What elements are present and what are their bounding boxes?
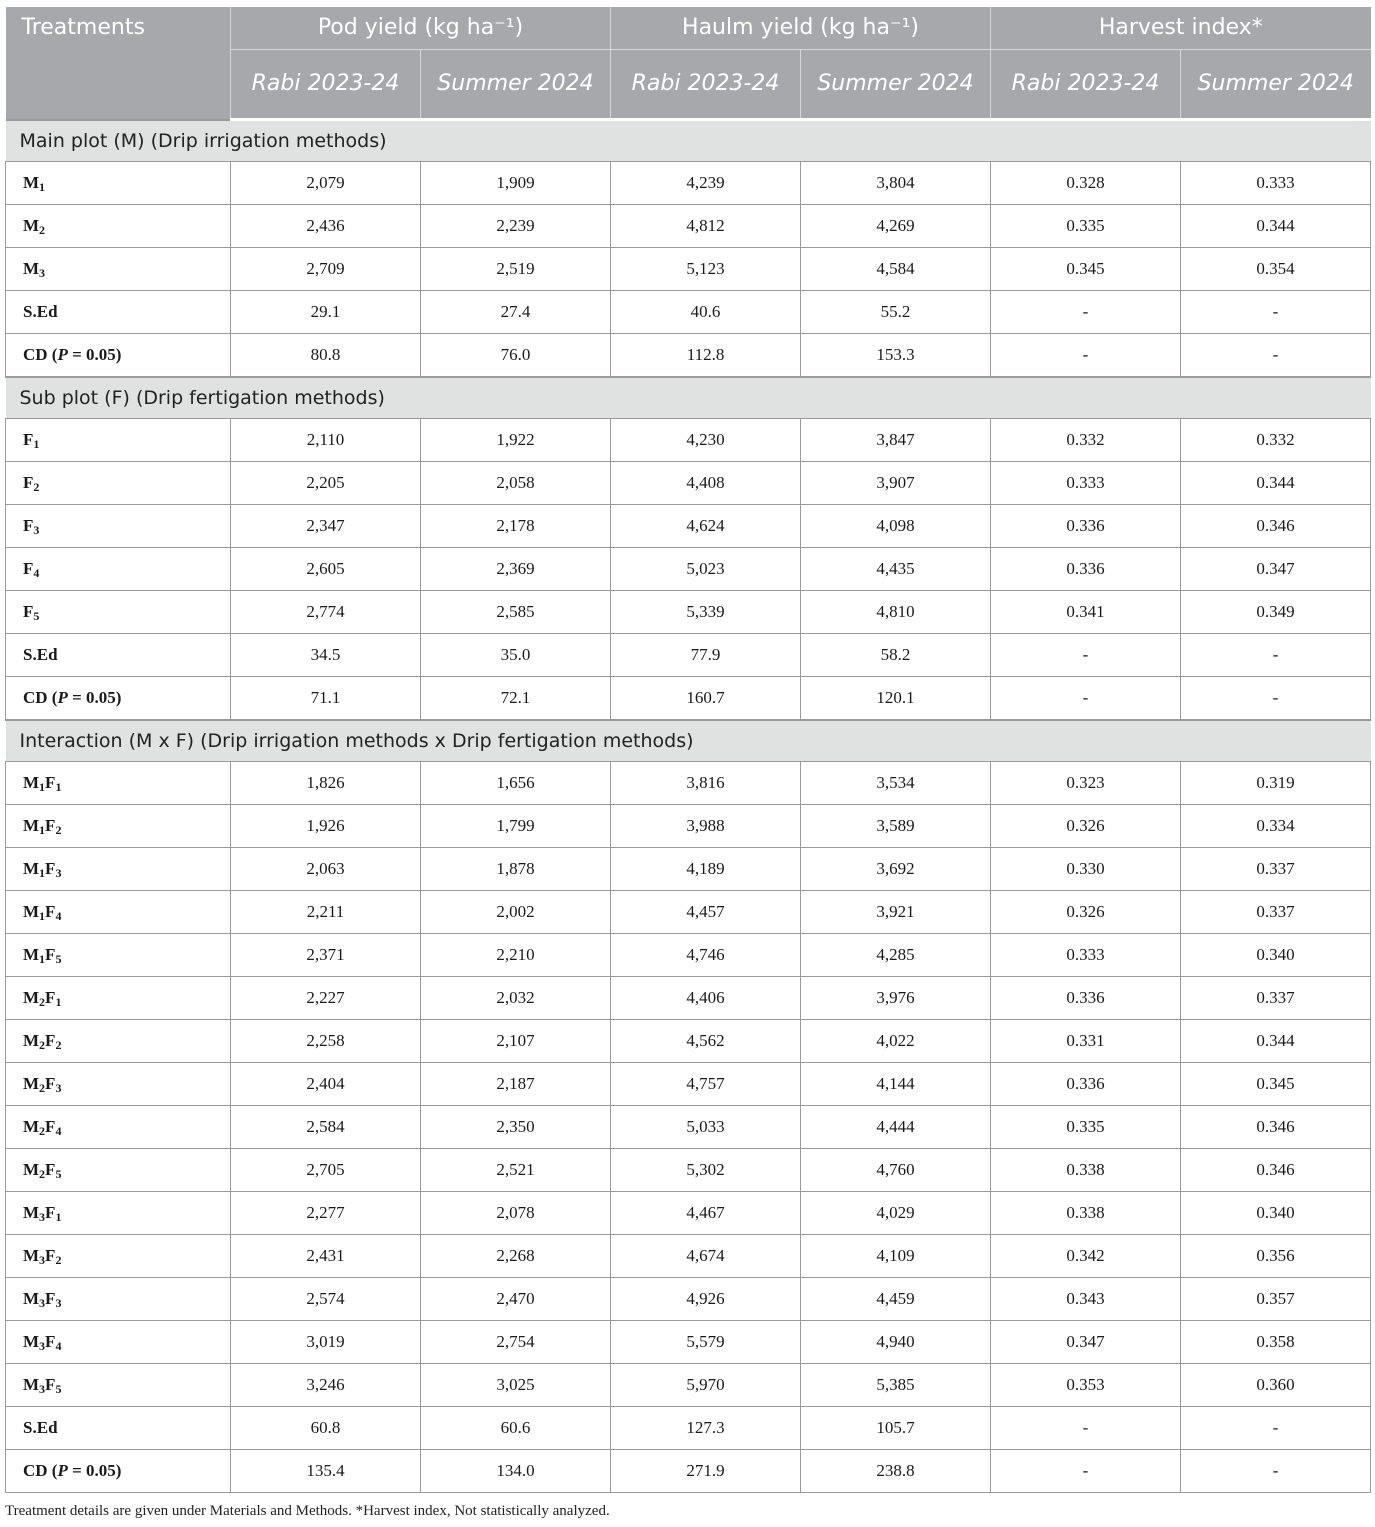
value-cell: 134.0 bbox=[421, 1450, 611, 1493]
value-cell: 0.341 bbox=[991, 591, 1181, 634]
haulm-yield-header: Haulm yield (kg ha⁻¹) bbox=[611, 7, 991, 50]
value-cell: 4,624 bbox=[611, 505, 801, 548]
value-cell: - bbox=[1181, 334, 1371, 378]
value-cell: 4,435 bbox=[801, 548, 991, 591]
value-cell: 2,404 bbox=[231, 1063, 421, 1106]
table-row bbox=[6, 1063, 1371, 1106]
value-cell: 0.342 bbox=[991, 1235, 1181, 1278]
harvest-index-header: Harvest index* bbox=[991, 7, 1371, 50]
season-header: Summer 2024 bbox=[1181, 50, 1371, 120]
value-cell: - bbox=[991, 1450, 1181, 1493]
value-cell: 60.6 bbox=[421, 1407, 611, 1450]
row-label: $M_3F_1$ bbox=[6, 1192, 231, 1235]
value-cell: 4,230 bbox=[611, 419, 801, 462]
value-cell: 3,804 bbox=[801, 162, 991, 205]
row-label: $M_2F_1$ bbox=[6, 977, 231, 1020]
table-row bbox=[6, 1407, 1371, 1450]
value-cell: 160.7 bbox=[611, 677, 801, 721]
value-cell: 2,709 bbox=[231, 248, 421, 291]
row-label: $M_1F_1$ bbox=[6, 762, 231, 805]
value-cell: 0.323 bbox=[991, 762, 1181, 805]
season-header: Rabi 2023-24 bbox=[991, 50, 1181, 120]
value-cell: 0.337 bbox=[1181, 977, 1371, 1020]
value-cell: 0.349 bbox=[1181, 591, 1371, 634]
value-cell: 4,467 bbox=[611, 1192, 801, 1235]
value-cell: 2,574 bbox=[231, 1278, 421, 1321]
value-cell: 0.333 bbox=[1181, 162, 1371, 205]
season-header: Summer 2024 bbox=[801, 50, 991, 120]
value-cell: 2,754 bbox=[421, 1321, 611, 1364]
table-body bbox=[6, 120, 1371, 1493]
section-title: Interaction (M x F) (Drip irrigation methods x Drip fertigation methods) bbox=[6, 720, 1371, 762]
value-cell: 120.1 bbox=[801, 677, 991, 721]
value-cell: 1,926 bbox=[231, 805, 421, 848]
value-cell: 0.331 bbox=[991, 1020, 1181, 1063]
value-cell: 5,023 bbox=[611, 548, 801, 591]
value-cell: 0.360 bbox=[1181, 1364, 1371, 1407]
value-cell: 58.2 bbox=[801, 634, 991, 677]
value-cell: 3,988 bbox=[611, 805, 801, 848]
value-cell: - bbox=[991, 1407, 1181, 1450]
value-cell: 2,227 bbox=[231, 977, 421, 1020]
table-row bbox=[6, 891, 1371, 934]
value-cell: 2,187 bbox=[421, 1063, 611, 1106]
value-cell: 135.4 bbox=[231, 1450, 421, 1493]
value-cell: 4,746 bbox=[611, 934, 801, 977]
value-cell: 1,656 bbox=[421, 762, 611, 805]
value-cell: - bbox=[1181, 634, 1371, 677]
table-row bbox=[6, 848, 1371, 891]
value-cell: 0.338 bbox=[991, 1192, 1181, 1235]
value-cell: 5,123 bbox=[611, 248, 801, 291]
value-cell: 5,970 bbox=[611, 1364, 801, 1407]
value-cell: 3,246 bbox=[231, 1364, 421, 1407]
value-cell: 5,033 bbox=[611, 1106, 801, 1149]
value-cell: 27.4 bbox=[421, 291, 611, 334]
value-cell: 0.328 bbox=[991, 162, 1181, 205]
table-row bbox=[6, 162, 1371, 205]
row-label: $M_1F_2$ bbox=[6, 805, 231, 848]
row-label: $M_1$ bbox=[6, 162, 231, 205]
value-cell: 0.333 bbox=[991, 462, 1181, 505]
value-cell: 55.2 bbox=[801, 291, 991, 334]
value-cell: 153.3 bbox=[801, 334, 991, 378]
value-cell: 0.336 bbox=[991, 548, 1181, 591]
results-table bbox=[5, 7, 1371, 1493]
value-cell: 2,585 bbox=[421, 591, 611, 634]
value-cell: 0.332 bbox=[1181, 419, 1371, 462]
value-cell: 0.335 bbox=[991, 1106, 1181, 1149]
value-cell: 4,022 bbox=[801, 1020, 991, 1063]
value-cell: 71.1 bbox=[231, 677, 421, 721]
row-label: $M_3F_2$ bbox=[6, 1235, 231, 1278]
row-label: S.Ed bbox=[6, 634, 231, 677]
value-cell: 0.340 bbox=[1181, 934, 1371, 977]
value-cell: 4,812 bbox=[611, 205, 801, 248]
value-cell: 80.8 bbox=[231, 334, 421, 378]
value-cell: 0.330 bbox=[991, 848, 1181, 891]
table-row bbox=[6, 591, 1371, 634]
value-cell: 0.353 bbox=[991, 1364, 1181, 1407]
value-cell: - bbox=[1181, 1407, 1371, 1450]
value-cell: 0.346 bbox=[1181, 505, 1371, 548]
table-row bbox=[6, 1450, 1371, 1493]
table-row bbox=[6, 291, 1371, 334]
table-row bbox=[6, 548, 1371, 591]
value-cell: - bbox=[991, 291, 1181, 334]
value-cell: 2,277 bbox=[231, 1192, 421, 1235]
value-cell: 4,408 bbox=[611, 462, 801, 505]
row-label: $M_1F_4$ bbox=[6, 891, 231, 934]
value-cell: 4,269 bbox=[801, 205, 991, 248]
table-row bbox=[6, 334, 1371, 378]
value-cell: 2,239 bbox=[421, 205, 611, 248]
value-cell: 2,436 bbox=[231, 205, 421, 248]
value-cell: 5,579 bbox=[611, 1321, 801, 1364]
row-label: $F_4$ bbox=[6, 548, 231, 591]
value-cell: 2,210 bbox=[421, 934, 611, 977]
value-cell: 0.346 bbox=[1181, 1106, 1371, 1149]
season-header: Rabi 2023-24 bbox=[611, 50, 801, 120]
value-cell: 4,940 bbox=[801, 1321, 991, 1364]
value-cell: 4,285 bbox=[801, 934, 991, 977]
value-cell: 4,810 bbox=[801, 591, 991, 634]
value-cell: 2,032 bbox=[421, 977, 611, 1020]
value-cell: 0.338 bbox=[991, 1149, 1181, 1192]
value-cell: - bbox=[1181, 1450, 1371, 1493]
row-label: CD (P = 0.05) bbox=[6, 677, 231, 721]
value-cell: 2,211 bbox=[231, 891, 421, 934]
table-row bbox=[6, 1235, 1371, 1278]
value-cell: 0.347 bbox=[991, 1321, 1181, 1364]
value-cell: 4,406 bbox=[611, 977, 801, 1020]
value-cell: 3,025 bbox=[421, 1364, 611, 1407]
value-cell: 2,258 bbox=[231, 1020, 421, 1063]
value-cell: 4,757 bbox=[611, 1063, 801, 1106]
value-cell: 4,674 bbox=[611, 1235, 801, 1278]
value-cell: 2,268 bbox=[421, 1235, 611, 1278]
value-cell: 112.8 bbox=[611, 334, 801, 378]
value-cell: - bbox=[991, 677, 1181, 721]
value-cell: 2,078 bbox=[421, 1192, 611, 1235]
value-cell: 127.3 bbox=[611, 1407, 801, 1450]
table-row bbox=[6, 1106, 1371, 1149]
value-cell: 0.343 bbox=[991, 1278, 1181, 1321]
value-cell: 5,385 bbox=[801, 1364, 991, 1407]
row-label: $M_2F_4$ bbox=[6, 1106, 231, 1149]
value-cell: 40.6 bbox=[611, 291, 801, 334]
table-row bbox=[6, 462, 1371, 505]
value-cell: 1,799 bbox=[421, 805, 611, 848]
value-cell: 0.336 bbox=[991, 977, 1181, 1020]
value-cell: 2,350 bbox=[421, 1106, 611, 1149]
value-cell: 2,584 bbox=[231, 1106, 421, 1149]
table-row bbox=[6, 505, 1371, 548]
value-cell: 34.5 bbox=[231, 634, 421, 677]
value-cell: 0.332 bbox=[991, 419, 1181, 462]
value-cell: 3,816 bbox=[611, 762, 801, 805]
value-cell: 3,692 bbox=[801, 848, 991, 891]
value-cell: 0.345 bbox=[991, 248, 1181, 291]
value-cell: 0.326 bbox=[991, 805, 1181, 848]
table-row bbox=[6, 1192, 1371, 1235]
row-label: CD (P = 0.05) bbox=[6, 334, 231, 378]
value-cell: 4,459 bbox=[801, 1278, 991, 1321]
value-cell: 29.1 bbox=[231, 291, 421, 334]
value-cell: 0.334 bbox=[1181, 805, 1371, 848]
value-cell: 2,371 bbox=[231, 934, 421, 977]
table-row bbox=[6, 634, 1371, 677]
value-cell: 4,098 bbox=[801, 505, 991, 548]
value-cell: 2,774 bbox=[231, 591, 421, 634]
value-cell: 2,369 bbox=[421, 548, 611, 591]
row-label: $F_2$ bbox=[6, 462, 231, 505]
row-label: $M_3$ bbox=[6, 248, 231, 291]
table-row bbox=[6, 805, 1371, 848]
value-cell: 238.8 bbox=[801, 1450, 991, 1493]
table-row bbox=[6, 1321, 1371, 1364]
row-label: $F_5$ bbox=[6, 591, 231, 634]
value-cell: 4,457 bbox=[611, 891, 801, 934]
value-cell: 0.354 bbox=[1181, 248, 1371, 291]
value-cell: 4,584 bbox=[801, 248, 991, 291]
value-cell: 2,063 bbox=[231, 848, 421, 891]
value-cell: 5,302 bbox=[611, 1149, 801, 1192]
table-row bbox=[6, 1020, 1371, 1063]
table-row bbox=[6, 977, 1371, 1020]
value-cell: 4,760 bbox=[801, 1149, 991, 1192]
row-label: $M_2F_3$ bbox=[6, 1063, 231, 1106]
footnote: Treatment details are given under Materials and Methods. *Harvest index, Not statistically analyzed. bbox=[5, 1503, 610, 1519]
value-cell: 35.0 bbox=[421, 634, 611, 677]
value-cell: 0.344 bbox=[1181, 462, 1371, 505]
section-row bbox=[6, 720, 1371, 762]
value-cell: 2,431 bbox=[231, 1235, 421, 1278]
table-row bbox=[6, 248, 1371, 291]
value-cell: 60.8 bbox=[231, 1407, 421, 1450]
value-cell: 105.7 bbox=[801, 1407, 991, 1450]
row-label: $F_1$ bbox=[6, 419, 231, 462]
value-cell: - bbox=[991, 334, 1181, 378]
value-cell: - bbox=[1181, 291, 1371, 334]
value-cell: 1,878 bbox=[421, 848, 611, 891]
table-row bbox=[6, 1364, 1371, 1407]
value-cell: 0.340 bbox=[1181, 1192, 1371, 1235]
value-cell: 3,921 bbox=[801, 891, 991, 934]
value-cell: 2,470 bbox=[421, 1278, 611, 1321]
treatments-header: Treatments bbox=[6, 7, 231, 120]
season-header: Summer 2024 bbox=[421, 50, 611, 120]
row-label: $M_3F_3$ bbox=[6, 1278, 231, 1321]
value-cell: 0.344 bbox=[1181, 205, 1371, 248]
value-cell: 2,058 bbox=[421, 462, 611, 505]
value-cell: 0.335 bbox=[991, 205, 1181, 248]
value-cell: - bbox=[991, 634, 1181, 677]
value-cell: 3,907 bbox=[801, 462, 991, 505]
value-cell: 0.358 bbox=[1181, 1321, 1371, 1364]
value-cell: 0.337 bbox=[1181, 891, 1371, 934]
value-cell: 3,534 bbox=[801, 762, 991, 805]
value-cell: 4,562 bbox=[611, 1020, 801, 1063]
section-row bbox=[6, 120, 1371, 162]
row-label: $M_2F_5$ bbox=[6, 1149, 231, 1192]
value-cell: 1,922 bbox=[421, 419, 611, 462]
value-cell: 2,519 bbox=[421, 248, 611, 291]
row-label: S.Ed bbox=[6, 291, 231, 334]
row-label: $M_2F_2$ bbox=[6, 1020, 231, 1063]
value-cell: 2,605 bbox=[231, 548, 421, 591]
value-cell: 3,847 bbox=[801, 419, 991, 462]
table-row bbox=[6, 1149, 1371, 1192]
table-row bbox=[6, 419, 1371, 462]
value-cell: 2,178 bbox=[421, 505, 611, 548]
value-cell: 3,589 bbox=[801, 805, 991, 848]
value-cell: 5,339 bbox=[611, 591, 801, 634]
table-row bbox=[6, 1278, 1371, 1321]
row-label: $M_1F_5$ bbox=[6, 934, 231, 977]
section-row bbox=[6, 377, 1371, 419]
value-cell: 2,347 bbox=[231, 505, 421, 548]
table-row bbox=[6, 762, 1371, 805]
value-cell: 2,002 bbox=[421, 891, 611, 934]
value-cell: 0.345 bbox=[1181, 1063, 1371, 1106]
value-cell: 0.336 bbox=[991, 1063, 1181, 1106]
value-cell: 0.356 bbox=[1181, 1235, 1371, 1278]
row-label: S.Ed bbox=[6, 1407, 231, 1450]
value-cell: 4,189 bbox=[611, 848, 801, 891]
value-cell: 2,079 bbox=[231, 162, 421, 205]
value-cell: 1,909 bbox=[421, 162, 611, 205]
value-cell: 0.347 bbox=[1181, 548, 1371, 591]
value-cell: 0.357 bbox=[1181, 1278, 1371, 1321]
value-cell: 2,205 bbox=[231, 462, 421, 505]
value-cell: 0.344 bbox=[1181, 1020, 1371, 1063]
value-cell: 76.0 bbox=[421, 334, 611, 378]
value-cell: 2,110 bbox=[231, 419, 421, 462]
row-label: CD (P = 0.05) bbox=[6, 1450, 231, 1493]
section-title: Main plot (M) (Drip irrigation methods) bbox=[6, 120, 1371, 162]
value-cell: 0.336 bbox=[991, 505, 1181, 548]
value-cell: - bbox=[1181, 677, 1371, 721]
row-label: $M_1F_3$ bbox=[6, 848, 231, 891]
row-label: $M_3F_5$ bbox=[6, 1364, 231, 1407]
value-cell: 0.333 bbox=[991, 934, 1181, 977]
table-row bbox=[6, 205, 1371, 248]
value-cell: 77.9 bbox=[611, 634, 801, 677]
value-cell: 4,109 bbox=[801, 1235, 991, 1278]
value-cell: 4,926 bbox=[611, 1278, 801, 1321]
value-cell: 2,107 bbox=[421, 1020, 611, 1063]
table-row bbox=[6, 934, 1371, 977]
value-cell: 4,239 bbox=[611, 162, 801, 205]
value-cell: 0.337 bbox=[1181, 848, 1371, 891]
value-cell: 0.346 bbox=[1181, 1149, 1371, 1192]
value-cell: 4,144 bbox=[801, 1063, 991, 1106]
value-cell: 72.1 bbox=[421, 677, 611, 721]
value-cell: 271.9 bbox=[611, 1450, 801, 1493]
table-header bbox=[6, 7, 1371, 120]
row-label: $M_3F_4$ bbox=[6, 1321, 231, 1364]
value-cell: 1,826 bbox=[231, 762, 421, 805]
value-cell: 4,444 bbox=[801, 1106, 991, 1149]
value-cell: 4,029 bbox=[801, 1192, 991, 1235]
season-header: Rabi 2023-24 bbox=[231, 50, 421, 120]
row-label: $M_2$ bbox=[6, 205, 231, 248]
pod-yield-header: Pod yield (kg ha⁻¹) bbox=[231, 7, 611, 50]
value-cell: 2,521 bbox=[421, 1149, 611, 1192]
value-cell: 2,705 bbox=[231, 1149, 421, 1192]
value-cell: 0.326 bbox=[991, 891, 1181, 934]
value-cell: 3,976 bbox=[801, 977, 991, 1020]
value-cell: 0.319 bbox=[1181, 762, 1371, 805]
row-label: $F_3$ bbox=[6, 505, 231, 548]
value-cell: 3,019 bbox=[231, 1321, 421, 1364]
table-row bbox=[6, 677, 1371, 721]
section-title: Sub plot (F) (Drip fertigation methods) bbox=[6, 377, 1371, 419]
